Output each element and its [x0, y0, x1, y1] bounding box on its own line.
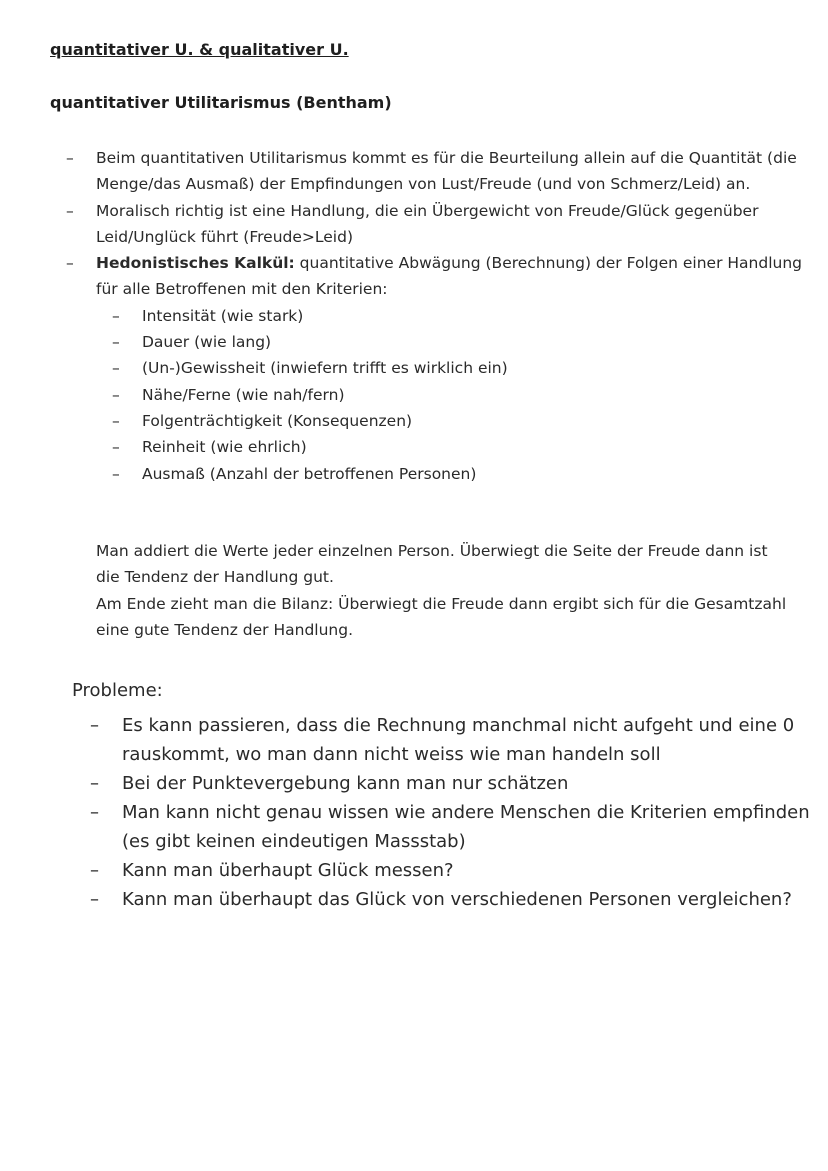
dash-bullet: –	[90, 889, 99, 910]
criteria-item	[112, 355, 806, 381]
criteria-text: (Un-)Gewissheit (inwiefern trifft es wirklich ein)	[142, 359, 508, 378]
criteria-item	[112, 434, 806, 460]
criteria-item	[112, 303, 806, 329]
list-item	[66, 250, 806, 487]
probleme-item	[90, 885, 810, 914]
criteria-list	[112, 303, 806, 487]
criteria-text: Dauer (wie lang)	[142, 333, 272, 352]
dash-bullet: –	[112, 438, 120, 457]
dash-bullet: –	[112, 333, 120, 352]
probleme-heading: Probleme:	[72, 680, 163, 701]
summary-paragraph-1: Man addiert die Werte jeder einzelnen Person. Überwiegt die Seite der Freude dann ist die Tendenz der Handlung gut.	[96, 542, 768, 587]
dash-bullet: –	[66, 201, 74, 220]
probleme-item	[90, 711, 810, 769]
criteria-text: Intensität (wie stark)	[142, 306, 304, 325]
criteria-item	[112, 408, 806, 434]
dash-bullet: –	[90, 860, 99, 881]
bullet-text: Moralisch richtig ist eine Handlung, die ein Übergewicht von Freude/Glück gegenüber Leid/Unglück führt (Freude>Leid)	[96, 201, 759, 246]
probleme-list	[90, 711, 810, 914]
dash-bullet: –	[90, 773, 99, 794]
probleme-text: Es kann passieren, dass die Rechnung manchmal nicht aufgeht und eine 0 rauskommt, wo man dann nicht weiss wie man handeln soll	[122, 715, 795, 765]
list-item	[66, 198, 806, 251]
page-title: quantitativer U. & qualitativer U.	[50, 40, 349, 59]
dash-bullet: –	[112, 359, 120, 378]
criteria-text: Nähe/Ferne (wie nah/fern)	[142, 385, 345, 404]
bullet-text: Beim quantitativen Utilitarismus kommt es für die Beurteilung allein auf die Quantität (die Menge/das Ausmaß) der Empfindungen von Lust/Freude (und von Schmerz/Leid) an.	[96, 149, 797, 194]
criteria-text: Ausmaß (Anzahl der betroffenen Personen)	[142, 464, 477, 483]
criteria-item	[112, 461, 806, 487]
dash-bullet: –	[66, 149, 74, 167]
probleme-item	[90, 769, 810, 798]
summary-paragraph-2: Am Ende zieht man die Bilanz: Überwiegt die Freude dann ergibt sich für die Gesamtzahl eine gute Tendenz der Handlung.	[96, 595, 787, 640]
criteria-item	[112, 329, 806, 355]
criteria-text: Reinheit (wie ehrlich)	[142, 438, 307, 457]
dash-bullet: –	[66, 254, 74, 273]
list-item	[66, 145, 806, 198]
dash-bullet: –	[112, 464, 120, 483]
probleme-text: Man kann nicht genau wissen wie andere Menschen die Kriterien empfinden (es gibt keinen eindeutigen Massstab)	[122, 802, 810, 852]
main-bullet-list	[66, 145, 806, 487]
probleme-text: Kann man überhaupt Glück messen?	[122, 860, 454, 881]
bullet-bold-term: Hedonistisches Kalkül:	[96, 254, 295, 273]
dash-bullet: –	[112, 411, 120, 430]
probleme-text: Bei der Punktevergebung kann man nur schätzen	[122, 773, 569, 794]
probleme-item	[90, 856, 810, 885]
criteria-item	[112, 382, 806, 408]
criteria-text: Folgenträchtigkeit (Konsequenzen)	[142, 411, 413, 430]
dash-bullet: –	[112, 306, 120, 325]
probleme-item	[90, 798, 810, 856]
dash-bullet: –	[112, 385, 120, 404]
bullet-text: quantitative Abwägung (Berechnung) der Folgen einer Handlung für alle Betroffenen mit den Kriterien:	[96, 254, 802, 299]
dash-bullet: –	[90, 715, 99, 736]
probleme-text: Kann man überhaupt das Glück von verschiedenen Personen vergleichen?	[122, 889, 792, 910]
dash-bullet: –	[90, 802, 99, 823]
section-title: quantitativer Utilitarismus (Bentham)	[50, 93, 392, 112]
